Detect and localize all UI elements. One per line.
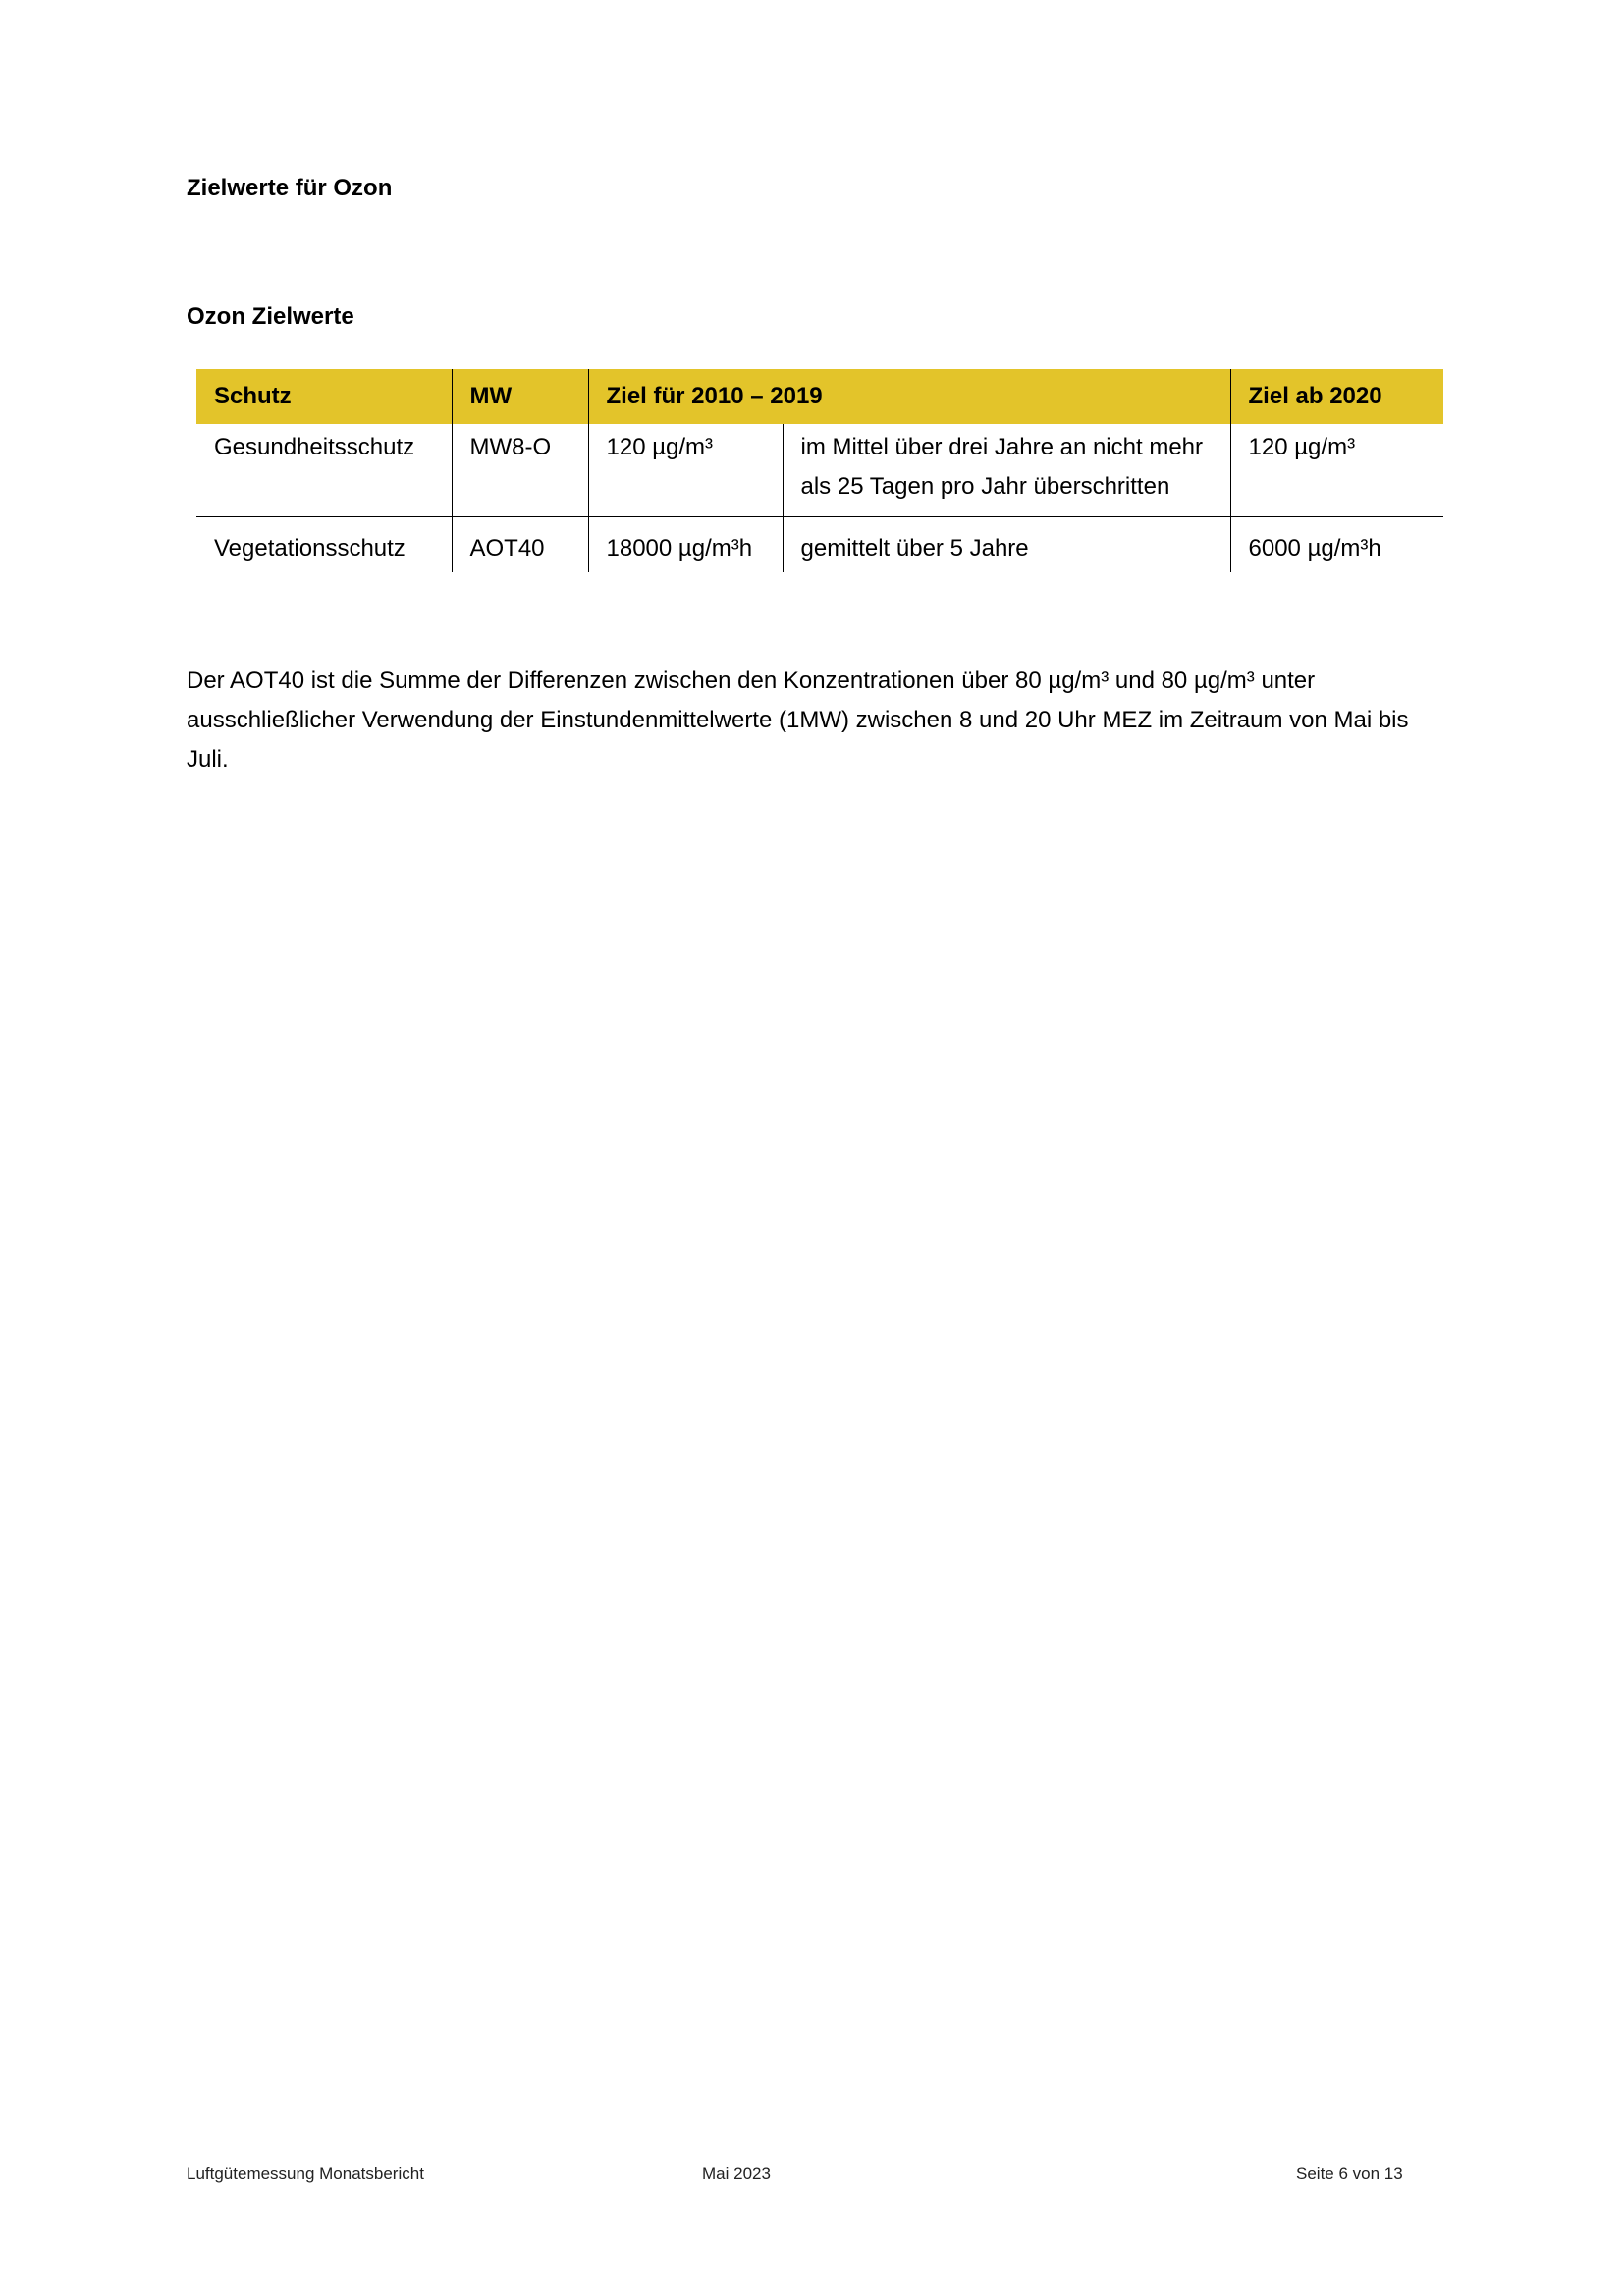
header-mw: MW [452, 369, 588, 424]
cell-mw: AOT40 [452, 517, 588, 573]
ozone-target-table [196, 369, 1443, 572]
table-header-row [196, 369, 1443, 424]
cell-wert: 120 µg/m³ [588, 424, 783, 517]
cell-ziel-ab-2020: 120 µg/m³ [1230, 424, 1443, 517]
aot40-explanation: Der AOT40 ist die Summe der Differenzen zwischen den Konzentrationen über 80 µg/m³ und 80 µg/m³ unter ausschließlicher Verwendung der Einstundenmittelwerte (1MW) zwischen 8 und 20 Uhr MEZ im Zeitraum von Mai bis Juli. [187, 667, 1409, 773]
cell-mw: MW8-O [452, 424, 588, 517]
cell-schutz: Gesundheitsschutz [196, 424, 452, 517]
footer-page-number: Seite 6 von 13 [1296, 2164, 1403, 2183]
section-heading: Zielwerte für Ozon [187, 175, 393, 201]
footer-report-title: Luftgütemessung Monatsbericht [187, 2164, 424, 2183]
table-row [196, 517, 1443, 573]
header-schutz: Schutz [196, 369, 452, 424]
cell-schutz: Vegetationsschutz [214, 535, 406, 561]
cell-wert: 18000 µg/m³h [588, 517, 783, 573]
table-row [196, 424, 1443, 517]
table-title: Ozon Zielwerte [187, 303, 354, 330]
cell-ziel-ab-2020: 6000 µg/m³h [1230, 517, 1443, 573]
footer-date: Mai 2023 [702, 2164, 771, 2183]
cell-beschreibung: gemittelt über 5 Jahre [783, 517, 1230, 573]
header-ziel-2010-2019: Ziel für 2010 – 2019 [588, 369, 1230, 424]
header-ziel-ab-2020: Ziel ab 2020 [1230, 369, 1443, 424]
cell-beschreibung: im Mittel über drei Jahre an nicht mehr als 25 Tagen pro Jahr überschritten [783, 424, 1230, 517]
